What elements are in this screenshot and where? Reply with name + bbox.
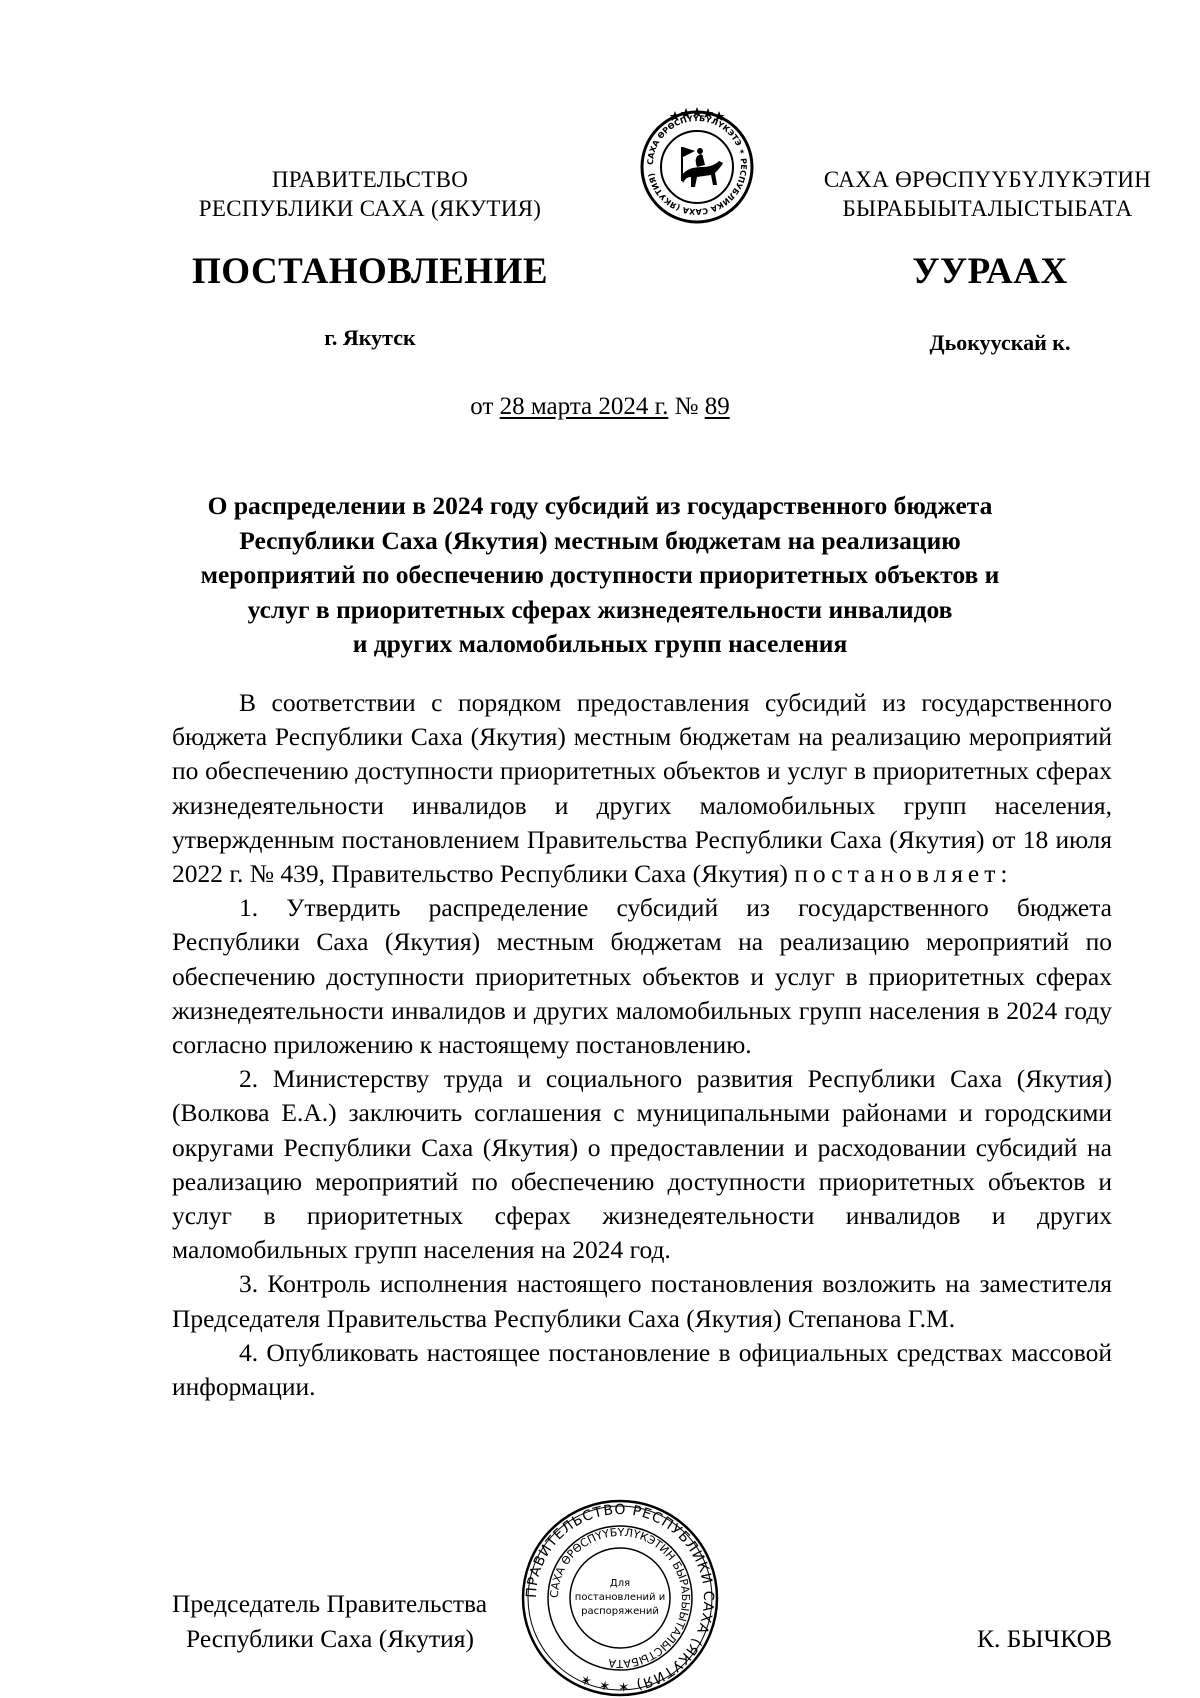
item-paragraph: 2. Министерству труда и социального развития Республики Саха (Якутия) (Волкова Е.А.) заключить соглашения с муниципальными районами и городскими округами Республики Саха (Якутия) о предоставлении и расходовании субсидий на реализацию мероприятий по обеспечению доступности приоритетных объектов и услуг в приоритетных сферах жизнедеятельности инвалидов и других маломобильных групп населения на 2024 год. — [172, 1064, 1112, 1265]
document-body — [172, 686, 1112, 1404]
document-number: 89 — [704, 393, 730, 420]
svg-text:постановлений и: постановлений и — [574, 1592, 666, 1603]
title-line: услуг в приоритетных сферах жизнедеятельности инвалидов — [247, 594, 953, 624]
title-line: и других маломобильных групп населения — [352, 629, 848, 658]
item-paragraph: 4. Опубликовать настоящее постановление в официальных средствах массовой информации. — [172, 1337, 1112, 1402]
coat-of-arms-icon — [635, 103, 759, 227]
official-stamp — [520, 1498, 720, 1698]
svg-text:САХА ӨРӨСПҮҮБҮЛҮКЭТЭ ✶ РЕСПУБЛ: САХА ӨРӨСПҮҮБҮЛҮКЭТЭ ✶ РЕСПУБЛИКА САХА (ЯКУТИЯ) — [645, 113, 749, 217]
title-line: мероприятий по обеспечению доступности приоритетных объектов и — [200, 560, 1000, 589]
signatory-position — [172, 1587, 487, 1656]
number-sign: № — [674, 393, 699, 420]
government-name-sakha-line2: БЫРАБЫЫТАЛЫСТЫБАТА — [842, 196, 1133, 221]
signatory-name: К. БЫЧКОВ — [976, 1624, 1112, 1653]
svg-text:распоряжений: распоряжений — [581, 1606, 659, 1617]
title-line: Республики Саха (Якутия) местным бюджетам на реализацию — [239, 525, 961, 555]
signatory-position-line1: Председатель Правительства — [172, 1589, 488, 1618]
signatory-position-line2: Республики Саха (Якутия) — [186, 1623, 475, 1653]
doc-type-ru: ПОСТАНОВЛЕНИЕ — [191, 251, 549, 292]
svg-text:ПРАВИТЕЛЬСТВО РЕСПУБЛИКИ САХА: ПРАВИТЕЛЬСТВО РЕСПУБЛИКИ САХА (ЯКУТИЯ) ✶ ✶ ✶ — [523, 1501, 717, 1695]
svg-text:САХА ӨРӨСПҮҮБҮЛҮКЭТИН БЫРАБЫЫТ: САХА ӨРӨСПҮҮБҮЛҮКЭТИН БЫРАБЫЫТАЛЫСТЫБАТА — [547, 1525, 693, 1671]
government-name-sakha-line1: САХА ӨРӨСПҮҮБҮЛҮКЭТИН — [823, 167, 1152, 192]
city-ru: г. Якутск — [324, 325, 416, 350]
date-line — [0, 393, 1200, 421]
title-line: О распределении в 2024 году субсидий из государственного бюджета — [207, 491, 993, 520]
item-paragraph: 1. Утвердить распределение субсидий из государственного бюджета Республики Саха (Якутия) местным бюджетам на реализацию мероприятий по обеспечению доступности приоритетных объектов и услуг в приоритетных сферах жизнедеятельности инвалидов и других маломобильных групп населения в 2024 году согласно приложению к настоящему постановлению. — [172, 893, 1112, 1060]
item-paragraph: 3. Контроль исполнения настоящего постановления возложить на заместителя Председателя Правительства Республики Саха (Якутия) Степанова Г.М. — [172, 1269, 1112, 1333]
date-prefix: от — [470, 393, 494, 420]
document-title — [140, 489, 1060, 662]
document-date: 28 марта 2024 г. — [499, 393, 669, 420]
doc-type-sakha: УУРААХ — [912, 251, 1068, 292]
keyword-postanovlyaet: постановляет: — [794, 859, 1013, 889]
government-name-line1: ПРАВИТЕЛЬСТВО — [271, 167, 469, 192]
city-sakha: Дьокуускай к. — [929, 330, 1071, 355]
svg-text:Для: Для — [609, 1578, 631, 1589]
preamble-paragraph: В соответствии с порядком предоставления субсидий из государственного бюджета Республики Саха (Якутия) местным бюджетам на реализацию мероприятий по обеспечению доступности приоритетных объектов и услуг в приоритетных сферах жизнедеятельности инвалидов и других маломобильных групп населения, утвержденным постановлением Правительства Республики Саха (Якутия) от 18 июля 2022 г. № 439, Правительство Республики Саха (Якутия) постановляет: — [172, 688, 1112, 889]
government-name-line2: РЕСПУБЛИКИ САХА (ЯКУТИЯ) — [198, 196, 542, 221]
